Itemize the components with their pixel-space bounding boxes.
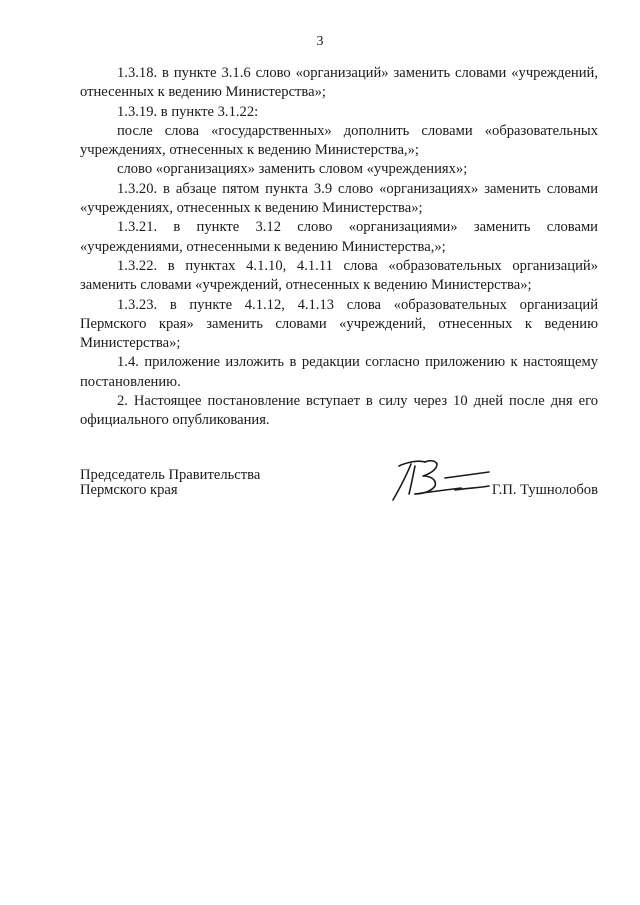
paragraph-1-3-19-a: после слова «государственных» дополнить словами «образовательных учреждениях, отнесенных к ведению Министерства,»;	[80, 122, 598, 159]
page-number: 3	[316, 34, 324, 49]
signature-block	[80, 466, 598, 526]
paragraph-1-3-22: 1.3.22. в пунктах 4.1.10, 4.1.11 слова «образовательных организаций» заменить словами «учреждений, отнесенных к ведению Министерства»;	[80, 257, 598, 294]
paragraph-2: 2. Настоящее постановление вступает в силу через 10 дней после дня его официального опубликования.	[80, 393, 598, 429]
paragraph-1-3-20: 1.3.20. в абзаце пятом пункта 3.9 слово «организациях» заменить словами «учреждениях, отнесенных к ведению Министерства»;	[80, 180, 598, 217]
handwritten-signature	[385, 456, 495, 506]
signer-name: Г.П. Тушнолобов	[491, 482, 598, 498]
signer-position-line-2: Пермского края	[80, 482, 178, 498]
paragraph-1-3-19-b: слово «организациях» заменить словом «учреждениях»;	[117, 161, 468, 178]
document-body	[80, 64, 598, 431]
signer-position-line-1: Председатель Правительства	[80, 467, 261, 483]
paragraph-1-4: 1.4. приложение изложить в редакции согласно приложению к настоящему постановлению.	[80, 354, 598, 390]
paragraph-1-3-21: 1.3.21. в пункте 3.12 слово «организациями» заменить словами «учреждениями, отнесенными к ведению Министерства,»;	[80, 219, 598, 255]
paragraph-1-3-23: 1.3.23. в пункте 4.1.12, 4.1.13 слова «образовательных организаций Пермского края» заменить словами «учреждений, отнесенных к ведению Министерства»;	[80, 296, 598, 352]
signer-position	[80, 468, 260, 498]
paragraph-1-3-18: 1.3.18. в пункте 3.1.6 слово «организаций» заменить словами «учреждений, отнесенных к ведению Министерства»;	[80, 65, 598, 101]
paragraph-1-3-19: 1.3.19. в пункте 3.1.22:	[117, 103, 259, 120]
